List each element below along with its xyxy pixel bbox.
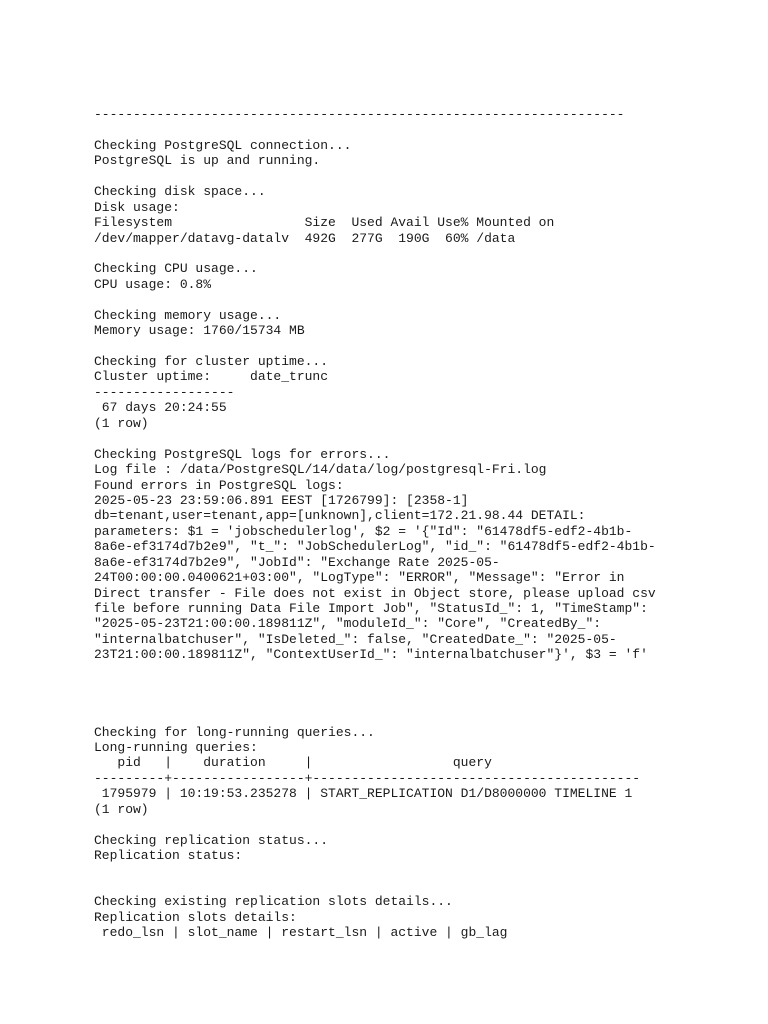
output-line	[94, 339, 694, 354]
output-line: 8a6e-ef3174d7b2e9", "t_": "JobSchedulerLog", "id_": "61478df5-edf2-4b1b-	[94, 539, 656, 555]
output-line: pid | duration | query	[94, 755, 492, 771]
output-line	[94, 817, 694, 832]
output-line: CPU usage: 0.8%	[94, 276, 212, 292]
output-line: db=tenant,user=tenant,app=[unknown],client=172.21.98.44 DETAIL:	[94, 508, 586, 524]
output-line: "internalbatchuser", "IsDeleted_": false, "CreatedDate_": "2025-05-	[94, 631, 617, 647]
output-line: 24T00:00:00.0400621+03:00", "LogType": "ERROR", "Message": "Error in	[94, 570, 625, 586]
output-line	[94, 863, 694, 878]
output-line: /dev/mapper/datavg-datalv 492G 277G 190G 60% /data	[94, 230, 516, 246]
output-line: Checking for cluster uptime...	[94, 354, 329, 369]
output-line: Checking disk space...	[94, 184, 266, 200]
output-line	[94, 663, 694, 678]
output-line	[94, 169, 694, 184]
output-line: 2025-05-23 23:59:06.891 EEST [1726799]: [2358-1]	[94, 492, 469, 508]
output-line: Log file : /data/PostgreSQL/14/data/log/postgresql-Fri.log	[94, 462, 547, 478]
output-line: (1 row)	[94, 415, 149, 431]
output-line: Checking for long-running queries...	[94, 724, 375, 740]
output-line: 8a6e-ef3174d7b2e9", "JobId": "Exchange Rate 2025-05-	[94, 554, 500, 570]
output-line	[94, 431, 694, 446]
output-line: 1795979 | 10:19:53.235278 | START_REPLICATION D1/D8000000 TIMELINE 1	[94, 786, 633, 802]
output-line: Memory usage: 1760/15734 MB	[94, 323, 305, 339]
output-line: Replication status:	[94, 848, 243, 863]
terminal-output	[94, 107, 694, 941]
output-line: ------------------	[94, 384, 235, 400]
output-line	[94, 122, 694, 137]
output-line: Filesystem Size Used Avail Use% Mounted on	[94, 215, 555, 231]
output-line: Checking PostgreSQL connection...	[94, 137, 352, 153]
output-line	[94, 292, 694, 307]
output-line: --------------------------------------------------------------------	[94, 107, 625, 122]
output-line: Checking CPU usage...	[94, 261, 258, 277]
output-line: Checking PostgreSQL logs for errors...	[94, 446, 391, 462]
output-line: 67 days 20:24:55	[94, 400, 227, 416]
output-line	[94, 879, 694, 894]
output-line: Checking existing replication slots details...	[94, 894, 453, 910]
output-line: Disk usage:	[94, 199, 180, 215]
output-line: "2025-05-23T21:00:00.189811Z", "moduleId_": "Core", "CreatedBy_":	[94, 616, 602, 632]
output-line: parameters: $1 = 'jobschedulerlog', $2 = '{"Id": "61478df5-edf2-4b1b-	[94, 523, 633, 539]
output-line: redo_lsn | slot_name | restart_lsn | active | gb_lag	[94, 925, 508, 941]
output-line: Cluster uptime: date_trunc	[94, 369, 329, 385]
output-line: Direct transfer - File does not exist in Object store, please upload csv	[94, 585, 656, 601]
output-line	[94, 678, 694, 693]
output-line: 23T21:00:00.189811Z", "ContextUserId_": "internalbatchuser"}', $3 = 'f'	[94, 647, 648, 663]
output-line	[94, 246, 694, 261]
output-line: (1 row)	[94, 801, 149, 817]
output-line: Replication slots details:	[94, 909, 297, 925]
output-line: Long-running queries:	[94, 739, 258, 755]
output-line: Found errors in PostgreSQL logs:	[94, 477, 344, 493]
output-line	[94, 694, 694, 709]
output-line: PostgreSQL is up and running.	[94, 153, 321, 169]
output-line: ---------+-----------------+------------------------------------------	[94, 770, 641, 786]
output-line: Checking replication status...	[94, 832, 329, 848]
output-line	[94, 709, 694, 724]
output-line: file before running Data File Import Job", "StatusId_": 1, "TimeStamp":	[94, 601, 648, 616]
output-line: Checking memory usage...	[94, 307, 282, 323]
